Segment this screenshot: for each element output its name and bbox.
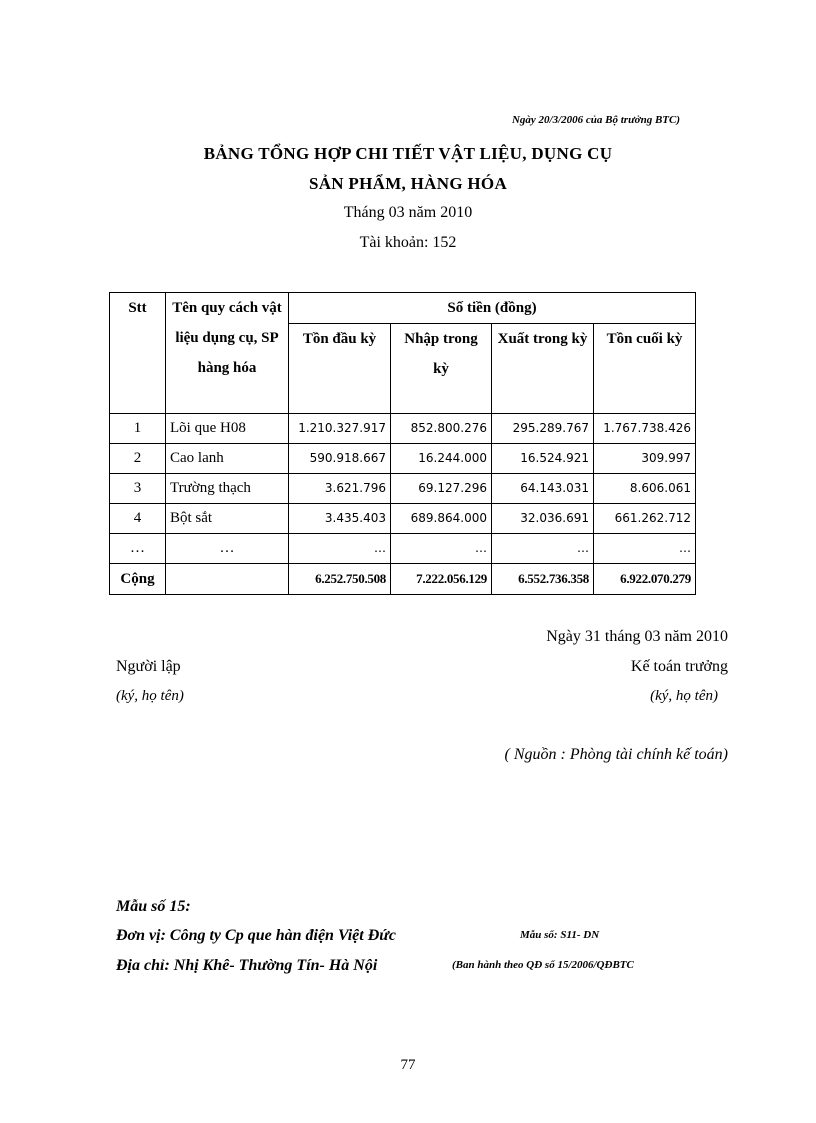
row-export: … [492,534,594,564]
decree-reference: (Ban hành theo QĐ số 15/2006/QĐBTC [452,959,634,971]
row-opening: 3.435.403 [289,504,391,534]
report-title-line1: BẢNG TỔNG HỢP CHI TIẾT VẬT LIỆU, DỤNG CỤ [203,144,613,163]
total-empty [166,564,289,595]
total-label: Cộng [110,564,166,595]
row-import: 689.864.000 [391,504,492,534]
report-title-line2: SẢN PHẨM, HÀNG HÓA [308,174,508,193]
row-name: … [166,534,289,564]
table-row [110,444,696,474]
chief-accountant-label: Kế toán trưởng [630,658,728,675]
table-row [110,474,696,504]
row-import: 69.127.296 [391,474,492,504]
form-number: Mẫu số 15: [116,898,191,915]
page-number: 77 [400,1057,416,1073]
row-export: 16.524.921 [492,444,594,474]
unit-address: Địa chỉ: Nhị Khê- Thường Tín- Hà Nội [116,957,378,974]
row-stt: 2 [110,444,166,474]
row-stt: … [110,534,166,564]
row-name: Cao lanh [166,444,289,474]
row-stt: 3 [110,474,166,504]
row-closing: 8.606.061 [594,474,696,504]
row-opening: … [289,534,391,564]
row-opening: 3.621.796 [289,474,391,504]
row-import: 852.800.276 [391,414,492,444]
row-closing: 309.997 [594,444,696,474]
header-stt: Stt [110,293,166,414]
row-stt: 1 [110,414,166,444]
row-closing: 1.767.738.426 [594,414,696,444]
header-item-name: Tên quy cách vật liệu dụng cụ, SP hàng hóa [166,293,289,414]
row-import: … [391,534,492,564]
chief-signature-note: (ký, họ tên) [650,688,718,704]
total-export: 6.552.736.358 [492,564,594,595]
preparer-label: Người lập [116,658,181,675]
row-export: 64.143.031 [492,474,594,504]
model-number: Mẫu số: S11- DN [520,929,600,941]
table-row [110,504,696,534]
table-row [110,414,696,444]
source-note: ( Nguồn : Phòng tài chính kế toán) [504,746,728,763]
row-export: 295.289.767 [492,414,594,444]
row-stt: 4 [110,504,166,534]
account-number: Tài khoản: 152 [359,234,457,251]
total-closing: 6.922.070.279 [594,564,696,595]
report-date: Ngày 31 tháng 03 năm 2010 [546,628,728,645]
row-opening: 1.210.327.917 [289,414,391,444]
row-export: 32.036.691 [492,504,594,534]
summary-table [109,292,696,595]
header-opening: Tồn đầu kỳ [289,324,391,414]
row-import: 16.244.000 [391,444,492,474]
total-opening: 6.252.750.508 [289,564,391,595]
row-closing: 661.262.712 [594,504,696,534]
table-row [110,534,696,564]
preparer-signature-note: (ký, họ tên) [116,688,184,704]
total-row [110,564,696,595]
row-name: Bột sắt [166,504,289,534]
header-import: Nhập trong kỳ [391,324,492,414]
unit-name: Đơn vị: Công ty Cp que hàn điện Việt Đức [116,927,396,944]
header-export: Xuất trong kỳ [492,324,594,414]
header-amount-group: Số tiền (đồng) [289,293,696,324]
row-opening: 590.918.667 [289,444,391,474]
total-import: 7.222.056.129 [391,564,492,595]
row-name: Trường thạch [166,474,289,504]
header-closing: Tồn cuối kỳ [594,324,696,414]
decree-note: Ngày 20/3/2006 của Bộ trưởng BTC) [511,114,680,126]
row-name: Lõi que H08 [166,414,289,444]
report-month: Tháng 03 năm 2010 [343,204,473,221]
row-closing: … [594,534,696,564]
